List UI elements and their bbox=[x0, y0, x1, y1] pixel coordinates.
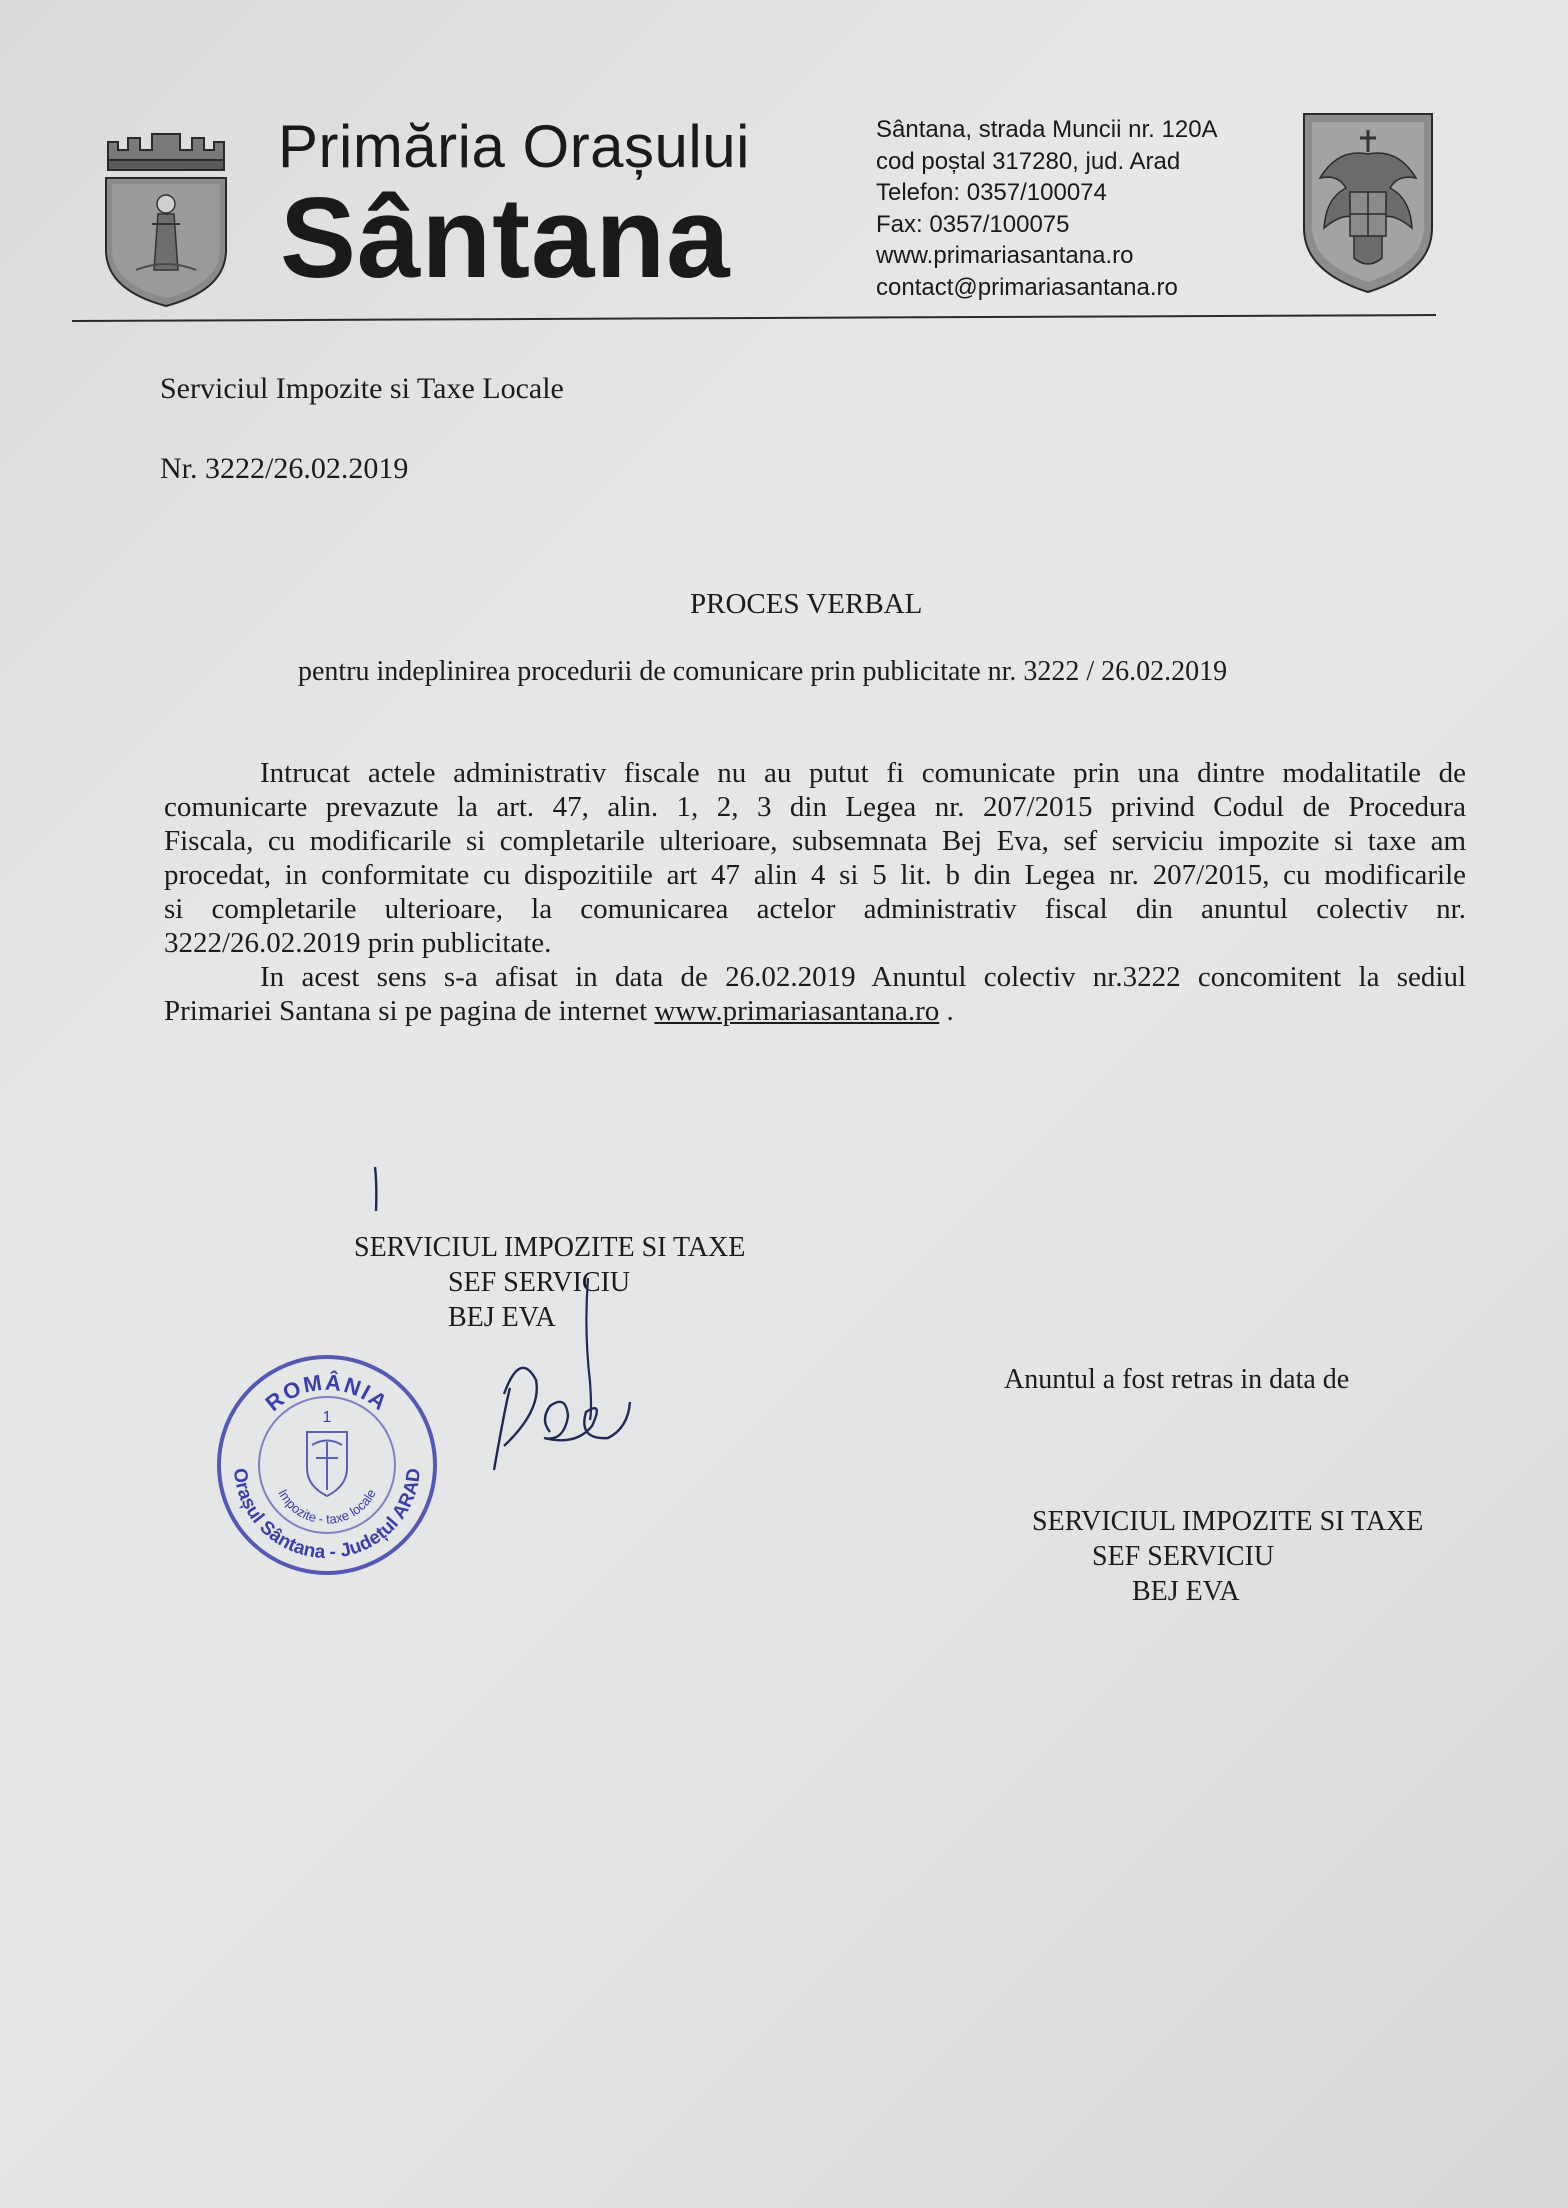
stamp-inner-text: Impozite - taxe locale bbox=[275, 1486, 379, 1527]
stamp-crest-icon bbox=[307, 1432, 347, 1496]
stamp-number: 1 bbox=[322, 1409, 332, 1426]
paragraph1-line: procedat, in conformitate cu dispozitiile art 47 alin 4 si 5 lit. b din Legea nr. 207/2015, cu modificarile bbox=[164, 859, 1466, 891]
contact-email: contact@primariasantana.ro bbox=[876, 273, 1178, 301]
official-stamp bbox=[212, 1350, 442, 1580]
paragraph2-suffix: . bbox=[939, 995, 954, 1027]
svg-text:Impozite - taxe locale bbox=[275, 1487, 379, 1527]
pen-mark-icon bbox=[370, 1165, 382, 1213]
handwritten-signature bbox=[480, 1270, 660, 1480]
contact-address: Sântana, strada Muncii nr. 120A bbox=[876, 116, 1218, 143]
contact-fax: Fax: 0357/100075 bbox=[876, 210, 1070, 238]
sig-right-line2: SEF SERVICIU bbox=[1092, 1541, 1275, 1572]
contact-phone: Telefon: 0357/100074 bbox=[876, 179, 1107, 206]
document-number: Nr. 3222/26.02.2019 bbox=[160, 452, 409, 485]
header-divider bbox=[72, 314, 1436, 322]
town-coat-of-arms-icon bbox=[96, 120, 236, 310]
department-name: Serviciul Impozite si Taxe Locale bbox=[160, 372, 564, 405]
header-contact-block bbox=[876, 114, 1218, 303]
stamp-ring-text: Orașul Sântana - Județul ARAD bbox=[228, 1467, 426, 1564]
header-title-line2: Sântana bbox=[280, 175, 731, 302]
paragraph2-line: In acest sens s-a afisat in data de 26.02.2019 Anuntul colectiv nr.3222 concomitent la sediul bbox=[260, 961, 1466, 993]
stamp-top-text: ROMÂNIA bbox=[260, 1369, 394, 1416]
paragraph1-line: comunicarte prevazute la art. 47, alin. 1, 2, 3 din Legea nr. 207/2015 privind Codul de Procedura bbox=[164, 791, 1466, 823]
document-title: PROCES VERBAL bbox=[690, 588, 923, 620]
paragraph1-line: si completarile ulterioare, la comunicarea actelor administrativ fiscal din anuntul colectiv nr. bbox=[164, 893, 1466, 925]
paragraph1-line: Intrucat actele administrativ fiscale nu au putut fi comunicate prin una dintre modalitatile de bbox=[260, 757, 1466, 789]
paragraph1-line: Fiscala, cu modificarile si completarile ulterioare, subsemnata Bej Eva, sef serviciu impozite si taxe am bbox=[164, 825, 1466, 857]
document-subtitle: pentru indeplinirea procedurii de comunicare prin publicitate nr. 3222 / 26.02.2019 bbox=[298, 656, 1228, 687]
contact-postal-code: cod poștal 317280, jud. Arad bbox=[876, 147, 1181, 175]
signature-block-right bbox=[1032, 1504, 1423, 1609]
paragraph1-line: 3222/26.02.2019 prin publicitate. bbox=[164, 927, 552, 959]
website-link[interactable]: www.primariasantana.ro bbox=[654, 995, 940, 1027]
header-title-line1: Primăria Orașului bbox=[278, 113, 750, 180]
document-body bbox=[164, 756, 1466, 1028]
contact-website: www.primariasantana.ro bbox=[876, 242, 1134, 269]
sig-right-line3: BEJ EVA bbox=[1132, 1576, 1240, 1607]
sig-right-line1: SERVICIUL IMPOZITE SI TAXE bbox=[1032, 1506, 1424, 1537]
sig-left-line2: SEF SERVICIU bbox=[448, 1267, 631, 1298]
retras-text: Anuntul a fost retras in data de bbox=[1004, 1364, 1350, 1395]
romania-coat-of-arms-icon bbox=[1298, 108, 1438, 296]
sig-left-line3: BEJ EVA bbox=[448, 1302, 556, 1333]
sig-left-line1: SERVICIUL IMPOZITE SI TAXE bbox=[354, 1232, 746, 1263]
paragraph2-line2 bbox=[164, 994, 1466, 1028]
paragraph2-prefix: Primariei Santana si pe pagina de internet bbox=[164, 995, 655, 1027]
